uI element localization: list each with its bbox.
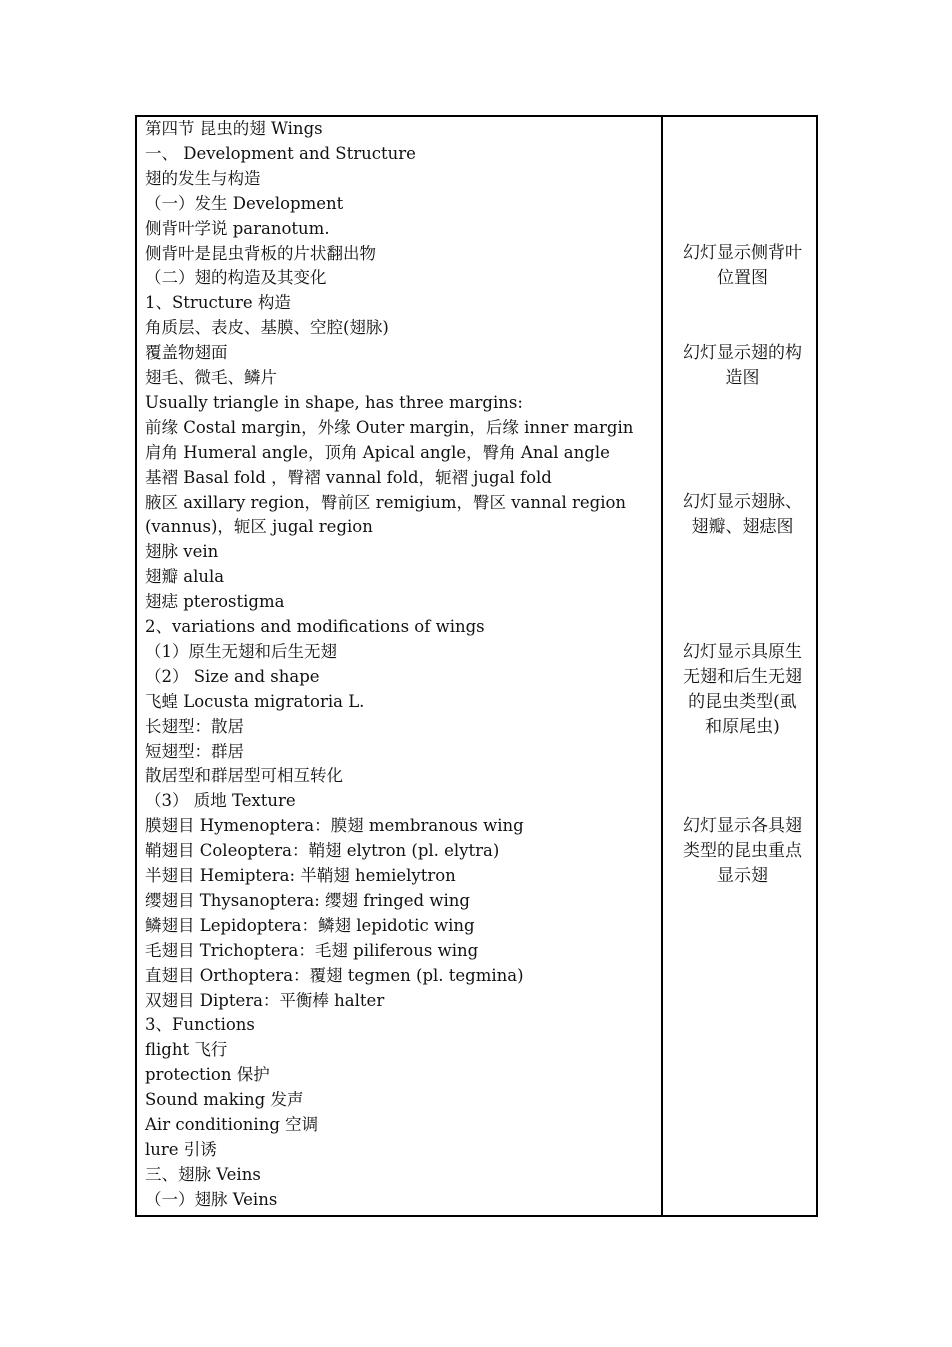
note-line: 位置图 xyxy=(717,268,768,288)
content-line: 飞蝗 Locusta migratoria L. xyxy=(145,691,365,711)
content-line: （一）发生 Development xyxy=(145,193,344,213)
note-line: 的昆虫类型(虱 xyxy=(688,692,797,712)
column-divider xyxy=(661,117,663,1215)
content-line: 直翅目 Orthoptera：覆翅 tegmen (pl. tegmina) xyxy=(145,965,524,985)
content-line: 翅脉 vein xyxy=(145,542,219,562)
content-line: Sound making 发声 xyxy=(145,1090,304,1110)
content-line: lure 引诱 xyxy=(145,1139,217,1159)
content-line: 散居型和群居型可相互转化 xyxy=(145,766,343,786)
slide-note-veins xyxy=(669,490,816,540)
slide-note-apterous xyxy=(669,640,816,740)
content-line: 2、variations and modifications of wings xyxy=(145,617,485,636)
content-line: 翅痣 pterostigma xyxy=(145,592,285,612)
note-line: 显示翅 xyxy=(717,866,768,886)
slide-note-paranotum xyxy=(669,241,816,291)
content-line: （1）原生无翅和后生无翅 xyxy=(145,641,337,661)
content-line: 覆盖物翅面 xyxy=(145,343,228,363)
content-line: Usually triangle in shape, has three margins: xyxy=(145,392,523,412)
content-line: 长翅型：散居 xyxy=(145,716,244,736)
content-line: （2） Size and shape xyxy=(145,666,320,686)
slide-note-wing-types xyxy=(669,814,816,889)
content-line: 半翅目 Hemiptera: 半鞘翅 hemielytron xyxy=(145,866,456,885)
content-line: 翅毛、微毛、鳞片 xyxy=(145,368,277,387)
content-line: 毛翅目 Trichoptera：毛翅 piliferous wing xyxy=(145,940,479,960)
content-line: (vannus)，轭区 jugal region xyxy=(145,517,373,537)
content-line: flight 飞行 xyxy=(145,1040,228,1060)
content-line: 一、 Development and Structure xyxy=(145,143,416,163)
content-line: 鞘翅目 Coleoptera：鞘翅 elytron (pl. elytra) xyxy=(145,841,500,861)
note-line: 幻灯显示具原生 xyxy=(683,642,802,662)
content-line: 双翅目 Diptera：平衡棒 halter xyxy=(145,990,385,1010)
slide-note-wing-structure xyxy=(669,341,816,391)
content-line: 肩角 Humeral angle，顶角 Apical angle，臀角 Anal angle xyxy=(145,442,610,462)
note-line: 幻灯显示各具翅 xyxy=(683,816,802,836)
note-line: 幻灯显示翅的构 xyxy=(683,343,802,363)
note-line: 和原尾虫) xyxy=(705,717,780,737)
lecture-table xyxy=(135,115,818,1217)
content-line: Air conditioning 空调 xyxy=(145,1115,319,1134)
content-line: 鳞翅目 Lepidoptera：鳞翅 lepidotic wing xyxy=(145,915,475,935)
content-line: （一）翅脉 Veins xyxy=(145,1189,278,1209)
note-line: 无翅和后生无翅 xyxy=(683,667,802,687)
content-line: protection 保护 xyxy=(145,1065,270,1085)
content-line: （3） 质地 Texture xyxy=(145,791,296,811)
content-line: 3、Functions xyxy=(145,1015,255,1035)
note-line: 造图 xyxy=(725,368,760,388)
content-line: 短翅型：群居 xyxy=(145,741,244,761)
content-line: 膜翅目 Hymenoptera：膜翅 membranous wing xyxy=(145,816,524,836)
content-line: 翅的发生与构造 xyxy=(145,168,261,188)
note-line: 翅瓣、翅痣图 xyxy=(691,517,794,537)
content-line: 侧背叶是昆虫背板的片状翻出物 xyxy=(145,243,376,263)
note-line: 幻灯显示侧背叶 xyxy=(683,243,802,263)
content-line: 三、翅脉 Veins xyxy=(145,1164,261,1184)
content-line: （二）翅的构造及其变化 xyxy=(145,268,327,288)
note-line: 幻灯显示翅脉、 xyxy=(683,492,802,512)
content-line: 侧背叶学说 paranotum. xyxy=(145,218,330,238)
note-line: 类型的昆虫重点 xyxy=(683,841,802,861)
content-line: 腋区 axillary region，臀前区 remigium，臀区 vannal region xyxy=(145,492,627,512)
content-line: 缨翅目 Thysanoptera: 缨翅 fringed wing xyxy=(145,890,470,910)
content-line: 角质层、表皮、基膜、空腔(翅脉) xyxy=(145,318,389,338)
content-line: 1、Structure 构造 xyxy=(145,293,291,313)
content-line: 基褶 Basal fold ，臀褶 vannal fold，轭褶 jugal fold xyxy=(145,467,552,487)
content-line: 前缘 Costal margin，外缘 Outer margin，后缘 inner margin xyxy=(145,417,634,437)
content-line: 第四节 昆虫的翅 Wings xyxy=(145,119,323,138)
content-line: 翅瓣 alula xyxy=(145,567,225,587)
